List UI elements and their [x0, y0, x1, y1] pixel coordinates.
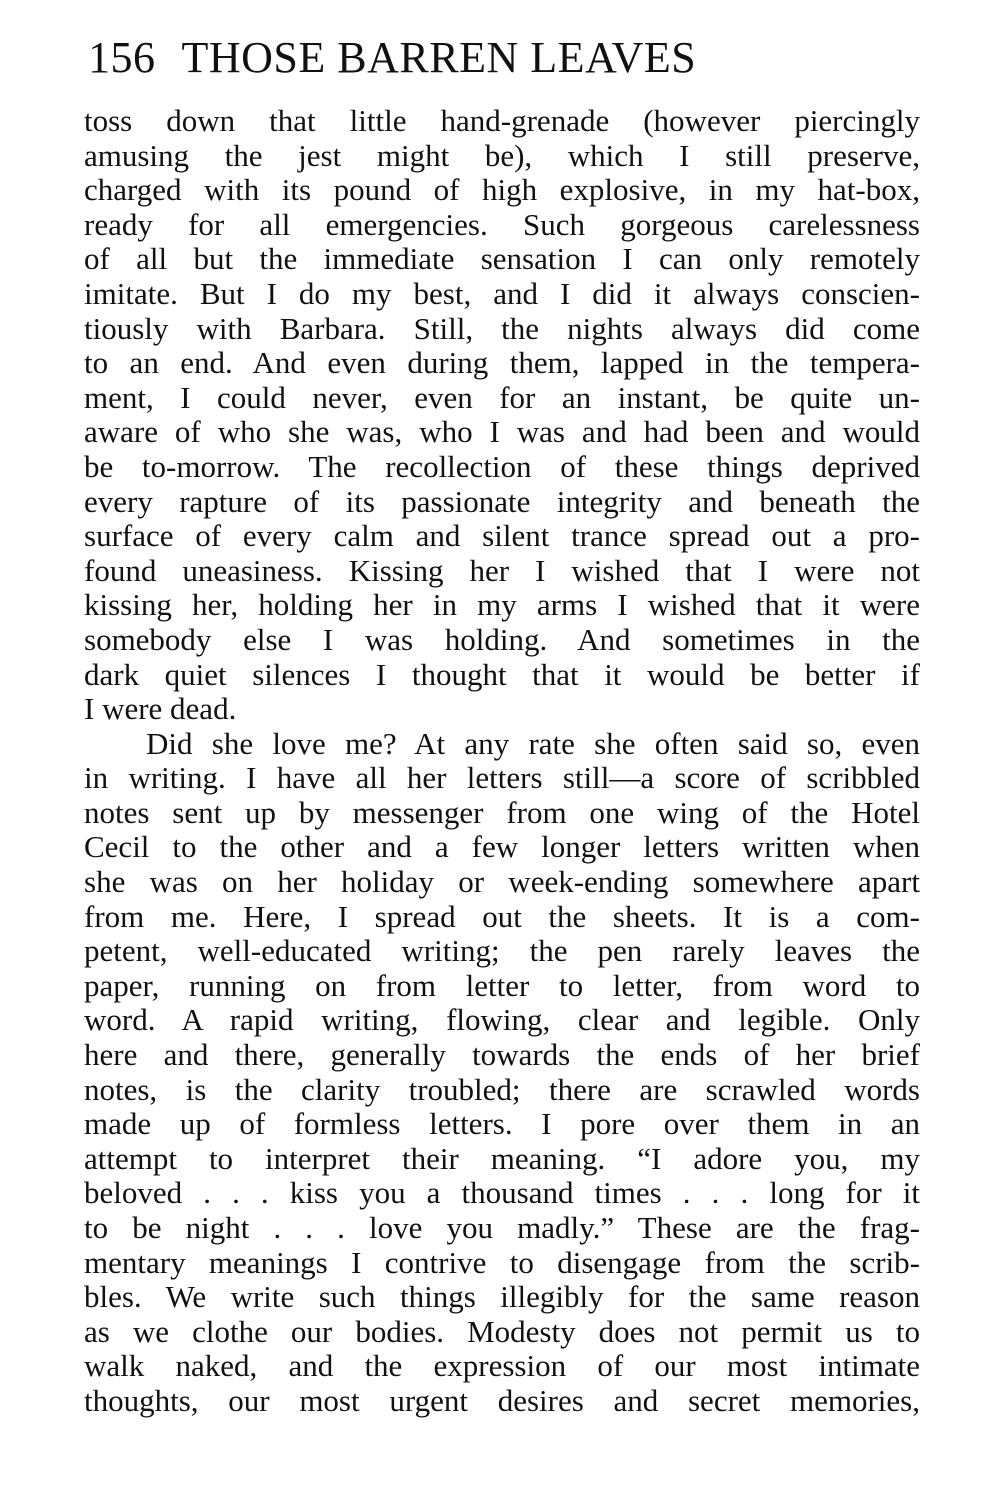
text-line: she was on her holiday or week-ending somewhere apart — [84, 864, 920, 900]
text-line: to an end. And even during them, lapped in the tempera- — [84, 345, 920, 381]
text-line: Cecil to the other and a few longer letters written when — [84, 829, 920, 865]
text-line: in writing. I have all her letters still—a score of scribbled — [84, 760, 920, 796]
text-line: beloved . . . kiss you a thousand times . . . long for it — [84, 1175, 920, 1211]
text-line: petent, well-educated writing; the pen rarely leaves the — [84, 933, 920, 969]
text-line: as we clothe our bodies. Modesty does not permit us to — [84, 1313, 920, 1349]
text-line: word. A rapid writing, flowing, clear and legible. Only — [84, 1002, 920, 1038]
text-line: charged with its pound of high explosive, in my hat-box, — [84, 172, 920, 208]
text-line: paper, running on from letter to letter, from word to — [84, 967, 920, 1003]
text-line: of all but the immediate sensation I can only remotely — [84, 241, 920, 277]
text-line: imitate. But I do my best, and I did it always conscien- — [84, 275, 920, 311]
text-line: mentary meanings I contrive to disengage from the scrib- — [84, 1244, 920, 1280]
text-line: every rapture of its passionate integrity and beneath the — [84, 483, 920, 519]
running-head — [88, 28, 696, 88]
text-line: aware of who she was, who I was and had been and would — [84, 414, 920, 450]
text-line: toss down that little hand-grenade (however piercingly — [84, 103, 920, 138]
paragraph-last-line: I were dead. — [84, 691, 237, 727]
page-number: 156 — [88, 33, 156, 82]
text-line: ready for all emergencies. Such gorgeous carelessness — [84, 206, 920, 242]
text-line: be to-morrow. The recollection of these things deprived — [84, 448, 920, 484]
body-text — [84, 104, 920, 1419]
running-title: THOSE BARREN LEAVES — [181, 33, 697, 82]
text-line: made up of formless letters. I pore over them in an — [84, 1106, 920, 1142]
text-line: notes sent up by messenger from one wing of the Hotel — [84, 794, 920, 830]
text-line: kissing her, holding her in my arms I wished that it were — [84, 587, 920, 623]
text-line: dark quiet silences I thought that it would be better if — [84, 656, 920, 692]
text-line: bles. We write such things illegibly for the same reason — [84, 1279, 920, 1315]
text-line: walk naked, and the expression of our most intimate — [84, 1348, 920, 1384]
text-line: attempt to interpret their meaning. “I adore you, my — [84, 1140, 920, 1176]
text-line: to be night . . . love you madly.” These are the frag- — [84, 1210, 920, 1245]
text-line: somebody else I was holding. And sometimes in the — [84, 621, 920, 657]
text-line: surface of every calm and silent trance spread out a pro- — [84, 518, 920, 554]
text-line: from me. Here, I spread out the sheets. It is a com- — [84, 898, 920, 934]
paragraph-first-line: Did she love me? At any rate she often said so, even — [146, 725, 920, 761]
text-line: tiously with Barbara. Still, the nights always did come — [84, 310, 920, 346]
text-line: here and there, generally towards the ends of her brief — [84, 1037, 920, 1073]
text-line: thoughts, our most urgent desires and secret memories, — [84, 1382, 920, 1418]
text-line: ment, I could never, even for an instant, be quite un- — [84, 379, 920, 415]
text-line: notes, is the clarity troubled; there are scrawled words — [84, 1071, 920, 1107]
text-line: found uneasiness. Kissing her I wished that I were not — [84, 552, 920, 588]
text-line: amusing the jest might be), which I still preserve, — [84, 137, 920, 173]
